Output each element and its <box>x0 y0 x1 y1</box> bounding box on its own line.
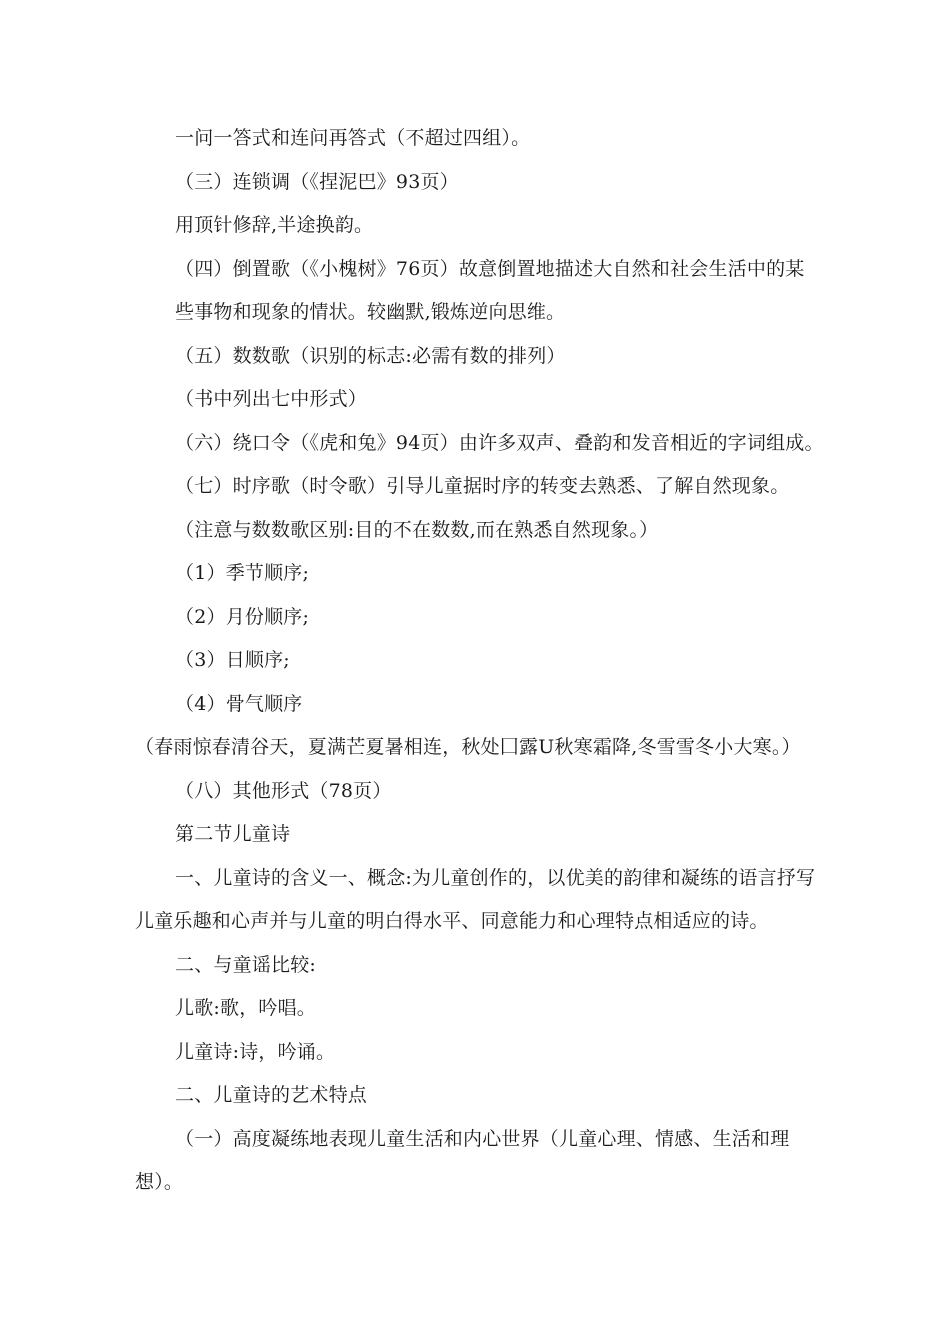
text-line-feature-1: （一）高度凝练地表现儿童生活和内心世界（儿童心理、情感、生活和理 <box>175 1128 790 1150</box>
text-line-feature-1-continued: 想）。 <box>135 1171 184 1193</box>
text-line-comparison: 二、与童谣比较: <box>175 954 317 976</box>
text-line-definition-continued: 儿童乐趣和心声并与儿童的明白得水平、同意能力和心理特点相适应的诗。 <box>135 910 769 932</box>
section-heading-childrens-poetry: 第二节儿童诗 <box>175 823 291 845</box>
text-line-season-order: （1）季节顺序; <box>175 562 310 584</box>
text-line-nursery-rhyme: 儿歌:歌，吟唱。 <box>175 997 317 1019</box>
text-line-childrens-poem: 儿童诗:诗，吟诵。 <box>175 1041 336 1063</box>
text-line-section-4-inverted: （四）倒置歌（《小槐树》76页）故意倒置地描述大自然和社会生活中的某 <box>175 258 805 280</box>
text-line-artistic-features: 二、儿童诗的艺术特点 <box>175 1084 368 1106</box>
text-line-section-8-other: （八）其他形式（78页） <box>175 780 392 802</box>
text-line-intro-question-answer: 一问一答式和连问再答式（不超过四组）。 <box>175 127 531 149</box>
text-line-rhetoric: 用顶针修辞,半途换韵。 <box>175 214 374 236</box>
text-line-definition: 一、儿童诗的含义一、概念:为儿童创作的，以优美的韵律和凝练的语言抒写 <box>175 867 816 889</box>
text-line-solar-term-song: （春雨惊春清谷天，夏满芒夏暑相连，秋处囗露U秋寒霜降,冬雪雪冬小大寒。） <box>135 736 801 758</box>
text-line-section-7-time-order: （七）时序歌（时令歌）引导儿童据时序的转变去熟悉、了解自然现象。 <box>175 475 790 497</box>
text-line-note-difference: （注意与数数歌区别:目的不在数数,而在熟悉自然现象。） <box>175 519 659 541</box>
text-line-section-3-chain: （三）连锁调（《捏泥巴》93页） <box>175 171 459 193</box>
text-line-month-order: （2）月份顺序; <box>175 606 310 628</box>
text-line-seven-forms: （书中列出七中形式） <box>175 388 368 410</box>
text-line-solar-term-order: （4）骨气顺序 <box>175 693 303 715</box>
text-line-section-6-tongue-twister: （六）绕口令（《虎和兔》94页）由许多双声、叠韵和发音相近的字词组成。 <box>175 432 824 454</box>
text-line-section-5-counting: （五）数数歌（识别的标志:必需有数的排列） <box>175 345 566 367</box>
text-line-section-4-continued: 些事物和现象的情状。较幽默,锻炼逆向思维。 <box>175 301 566 323</box>
text-line-day-order: （3）日顺序; <box>175 649 290 671</box>
